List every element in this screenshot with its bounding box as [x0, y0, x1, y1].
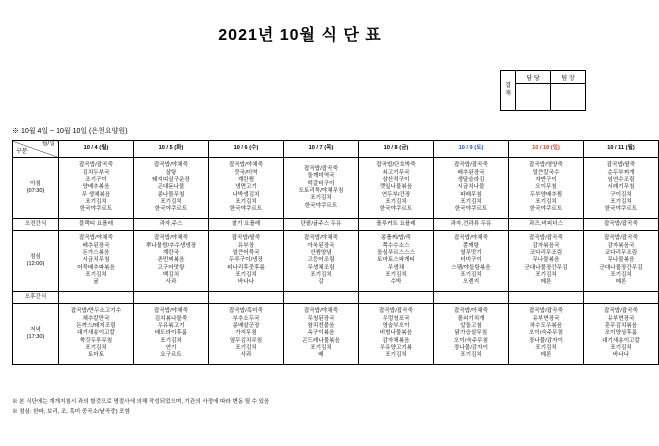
- cell-dinner-5: [434, 304, 509, 365]
- day-header-6: 10 / 10 (일): [509, 141, 584, 158]
- menu-item: 계란국: [162, 249, 180, 256]
- menu-item: 깻잎나물볶음: [379, 184, 413, 191]
- footnote-2: ※ 점심: 한파, 보리, 조, 흑미 중곡소/낱곡중) 포함: [12, 408, 130, 415]
- menu-item: 잡곡밥/야채죽: [79, 235, 113, 242]
- menu-item: 유부면장국: [607, 315, 635, 322]
- menu-item: 한국야쿠르트: [604, 206, 638, 213]
- menu-item: 잡곡밥/팥죽: [606, 162, 636, 169]
- menu-item: 돈가스볶음: [82, 249, 110, 256]
- menu-item: 무 생채볶음: [81, 191, 111, 198]
- menu-item: 포기김치: [235, 345, 257, 352]
- cell-lunch-2: [209, 231, 284, 292]
- menu-item: 쫑깨탕: [462, 242, 480, 249]
- menu-item: 감자볶음국: [532, 242, 560, 249]
- cell-lunch-1: [134, 231, 209, 292]
- cell-dinner-3: [284, 304, 359, 365]
- menu-item: 얼큰어묵국: [232, 249, 260, 256]
- approval-box: [500, 70, 586, 111]
- day-header-4: 10 / 8 (금): [359, 141, 434, 158]
- menu-item: 돌심푸르스스스: [377, 249, 415, 256]
- menu-item: 혼무김치볶음: [604, 322, 638, 329]
- menu-item: 쇠고기무국: [382, 169, 410, 176]
- cell-breakfast-1: [134, 158, 209, 219]
- menu-item: 포기김치: [160, 199, 182, 206]
- cell-afternoon-snack-3: [284, 292, 359, 304]
- menu-item: 잡곡밥/만두소고기수: [70, 308, 122, 315]
- menu-item: 한국야쿠르트: [229, 206, 263, 213]
- menu-item: 잡곡밥/잡곡죽: [304, 165, 338, 172]
- cell-breakfast-0: [59, 158, 134, 219]
- cell-afternoon-snack-7: [584, 292, 659, 304]
- menu-item: 고등어조림: [307, 257, 335, 264]
- cell-afternoon-snack-0: [59, 292, 134, 304]
- menu-item: 메론: [540, 352, 552, 359]
- menu-item: 돌깨미역국: [307, 173, 335, 180]
- menu-item: 잡곡밥/잡곡죽: [79, 162, 113, 169]
- menu-item: 무청된장국: [307, 315, 335, 322]
- menu-item: 생달슬라김: [457, 176, 485, 183]
- menu-item: 잡곡밥/잡곡죽: [604, 235, 638, 242]
- menu-item: 한국야쿠르트: [304, 202, 338, 209]
- menu-item: 바나나: [237, 279, 255, 286]
- cell-breakfast-4: [359, 158, 434, 219]
- cell-morning-snack-5: 과자,견과류 두유: [434, 219, 509, 231]
- menu-item: 두루구이/냉장: [229, 257, 263, 264]
- header-corner: [13, 141, 59, 158]
- approval-col-manager: 담 당: [516, 71, 551, 84]
- menu-item: 포기김치: [235, 199, 257, 206]
- menu-item: 알돌고침: [460, 322, 482, 329]
- menu-item: 포기김치: [310, 195, 332, 202]
- menu-item: 군대나물장간무김: [524, 264, 568, 271]
- menu-item: 배추된장국: [457, 169, 485, 176]
- menu-item: 포기김치: [535, 345, 557, 352]
- menu-item: 우유양고기볶: [379, 345, 413, 352]
- menu-item: 몰쇠기치개: [457, 315, 485, 322]
- lunch-label: 점심: [30, 253, 41, 260]
- menu-item: 감자채볶음: [382, 337, 410, 344]
- cell-lunch-4: [359, 231, 434, 292]
- menu-item: 무생채: [387, 264, 405, 271]
- menu-item: 코다리무조림: [529, 249, 563, 256]
- menu-item: 양배추볶음: [82, 184, 110, 191]
- menu-item: 나박생김치: [232, 191, 260, 198]
- menu-item: 잡곡밥/잡곡죽: [529, 235, 563, 242]
- menu-item: 쑥갓두루무침: [79, 337, 113, 344]
- menu-item: 귤: [93, 279, 99, 286]
- menu-item: 무나물볶음: [607, 257, 635, 264]
- menu-item: 대기새송이고칼: [602, 337, 640, 344]
- menu-item: 잡곡밥/흑미죽: [229, 308, 263, 315]
- menu-item: 잡곡밥/팥죽: [231, 235, 261, 242]
- menu-item: 구이김치: [610, 191, 632, 198]
- menu-item: 감자볶음국: [607, 242, 635, 249]
- approval-sign-teamlead[interactable]: [551, 84, 586, 111]
- menu-item: 얼큰칼국수: [532, 169, 560, 176]
- menu-item: 사과: [165, 279, 177, 286]
- approval-label: 결 재: [501, 71, 516, 111]
- cell-lunch-6: [509, 231, 584, 292]
- menu-item: 도토리묵/야채무침: [298, 188, 344, 194]
- menu-item: 배도라이후룸: [154, 330, 188, 337]
- menu-item: 채추칼만국: [82, 315, 110, 322]
- menu-item: 어묵배추파볶음: [77, 264, 115, 271]
- cell-afternoon-snack-5: [434, 292, 509, 304]
- menu-item: 아욱된장국: [307, 242, 335, 249]
- footnote-1: ※ 본 식단에는 개개지침시 과의 할것으로 명절사에 의해 작성되었으며, 기관의 사정에 따라 변동 될 수 있음: [12, 399, 270, 405]
- table-header-row: [13, 141, 659, 158]
- menu-item: 닭가슴살무침: [454, 330, 488, 337]
- menu-item: 파래무침: [460, 191, 482, 198]
- cell-lunch-5: [434, 231, 509, 292]
- menu-item: 포기김치: [85, 345, 107, 352]
- menu-item: 오이/숙주무침: [529, 330, 563, 337]
- menu-item: 냉면고기: [235, 184, 257, 191]
- menu-item: 유부면장국: [532, 315, 560, 322]
- menu-item: 뭇국/미역: [234, 169, 258, 176]
- menu-item: 고구마맛탕: [157, 264, 185, 271]
- cell-morning-snack-2: 찰기 요플레: [209, 219, 284, 231]
- breakfast-label: 아침: [30, 180, 41, 187]
- breakfast-time: (07:30): [26, 188, 45, 194]
- menu-item: 시금치나물: [457, 184, 485, 191]
- dinner-label: 저녁: [30, 326, 41, 333]
- menu-item: 장나물/감자이: [529, 337, 563, 344]
- cell-dinner-0: [59, 304, 134, 365]
- menu-item: 메론: [615, 279, 627, 286]
- menu-item: 우렁청포국: [382, 315, 410, 322]
- menu-item: 포기김치: [235, 272, 257, 279]
- menu-item: 산찜양념: [310, 249, 332, 256]
- row-label-afternoon-snack: 오후간식: [13, 292, 59, 304]
- day-header-1: 10 / 5 (화): [134, 141, 209, 158]
- cell-morning-snack-7: 잡곡밥/잡곡죽: [584, 219, 659, 231]
- menu-item: 잡곡밥/단호박죽: [376, 162, 416, 169]
- menu-item: 더미구이: [460, 257, 482, 264]
- footnotes: [12, 398, 269, 417]
- menu-item: 연기: [165, 345, 177, 352]
- menu-item: 포기김치: [610, 345, 632, 352]
- menu-item: 포기김치: [85, 272, 107, 279]
- cell-breakfast-3: [284, 158, 359, 219]
- day-header-2: 10 / 6 (수): [209, 141, 284, 158]
- menu-item: 군대나물장간무김: [599, 264, 643, 271]
- menu-item: 한국야쿠르트: [79, 206, 113, 213]
- cell-morning-snack-1: 과자,주스: [134, 219, 209, 231]
- menu-item: 메론: [540, 279, 552, 286]
- menu-item: 포기김치: [385, 199, 407, 206]
- menu-item: 김치볶나물죽: [154, 315, 188, 322]
- menu-item: 옥구이볶음: [307, 330, 335, 337]
- menu-item: 비빔나물볶음: [379, 330, 413, 337]
- menu-item: 코다리무조림: [604, 249, 638, 256]
- cell-breakfast-5: [434, 158, 509, 219]
- cell-lunch-0: [59, 231, 134, 292]
- menu-item: 돼지띠살구운장: [152, 176, 190, 183]
- menu-item: 피나리후춧후름: [227, 264, 265, 271]
- menu-item: 잡곡밥/야채죽: [454, 235, 488, 242]
- row-morning-snack: [13, 219, 659, 231]
- menu-item: 계란찜: [237, 176, 255, 183]
- cell-breakfast-6: [509, 158, 584, 219]
- cell-breakfast-2: [209, 158, 284, 219]
- cell-afternoon-snack-4: [359, 292, 434, 304]
- cell-morning-snack-4: 플루커트 요플레: [359, 219, 434, 231]
- day-header-5: 10 / 9 (토): [434, 141, 509, 158]
- menu-item: 바나나: [612, 352, 630, 359]
- menu-item: 잡곡밥/야채죽: [154, 162, 188, 169]
- menu-table-wrap: [12, 140, 643, 365]
- menu-item: 잡곡밥/영양죽: [529, 162, 563, 169]
- menu-item: 자반구이: [535, 176, 557, 183]
- menu-item: 두부양배추찜: [529, 191, 563, 198]
- menu-item: 오이무침: [535, 184, 557, 191]
- menu-item: 포기김치: [385, 352, 407, 359]
- row-afternoon-snack: [13, 292, 659, 304]
- corner-bottom-left-label: 구분: [16, 149, 28, 156]
- day-header-3: 10 / 7 (목): [284, 141, 359, 158]
- row-label-breakfast: [13, 158, 59, 219]
- menu-item: 콩촐찌/밥/죽: [380, 235, 412, 242]
- menu-item: 한국야쿠르트: [529, 206, 563, 213]
- menu-item: 한국야쿠르트: [454, 206, 488, 213]
- day-header-7: 10 / 11 (월): [584, 141, 659, 158]
- menu-item: 토마토: [87, 352, 105, 359]
- menu-item: 오이양상후룸: [604, 330, 638, 337]
- facility-note: ※ 10월 4일 ~ 10월 10일 (은천요양원): [12, 128, 128, 135]
- cell-dinner-4: [359, 304, 434, 365]
- menu-item: 포기김치: [310, 272, 332, 279]
- menu-item: 포기김치: [310, 345, 332, 352]
- menu-item: 토마토스파게티: [377, 257, 415, 264]
- menu-item: 돈까스/돼지조림: [76, 322, 116, 329]
- cell-afternoon-snack-2: [209, 292, 284, 304]
- menu-item: 영슬부오이: [382, 322, 410, 329]
- corner-top-right-label: 월/일: [41, 141, 55, 147]
- menu-item: 살탕: [165, 169, 177, 176]
- lunch-time: (12:00): [26, 261, 45, 267]
- menu-item: 잡곡밥/잡곡죽: [604, 308, 638, 315]
- menu-item: 시금치무침: [82, 257, 110, 264]
- menu-item: 콩나물무침: [157, 191, 185, 198]
- menu-item: 잡곡밥/잡곡죽: [529, 308, 563, 315]
- row-label-lunch: [13, 231, 59, 292]
- menu-item: 무생채조림: [307, 264, 335, 271]
- row-lunch: [13, 231, 659, 292]
- menu-item: 포기김치: [460, 272, 482, 279]
- menu-item: 배: [318, 352, 324, 359]
- menu-item: 잡곡밥/잡곡죽: [454, 162, 488, 169]
- menu-item: 백김치: [162, 272, 180, 279]
- menu-item: 곤드레나물볶음: [302, 337, 340, 344]
- menu-item: 콩배살군장: [232, 322, 260, 329]
- cell-afternoon-snack-6: [509, 292, 584, 304]
- menu-item: 요구르트: [160, 352, 182, 359]
- menu-item: 참치전붙음: [307, 322, 335, 329]
- dinner-time: (17:30): [26, 334, 45, 340]
- cell-dinner-7: [584, 304, 659, 365]
- menu-item: 오렌지: [462, 279, 480, 286]
- menu-item: 포기김치: [610, 199, 632, 206]
- menu-item: 유부장: [237, 242, 255, 249]
- menu-item: 포기김치: [385, 272, 407, 279]
- menu-item: 스팸/야들탕볶음: [451, 264, 491, 271]
- cell-morning-snack-0: 블랙티 요플레: [59, 219, 134, 231]
- menu-item: 포기김치: [535, 272, 557, 279]
- cell-breakfast-7: [584, 158, 659, 219]
- cell-dinner-1: [134, 304, 209, 365]
- menu-item: 무나물볶음: [532, 257, 560, 264]
- cell-afternoon-snack-1: [134, 292, 209, 304]
- menu-item: 한국야쿠르트: [379, 206, 413, 213]
- menu-item: 포기김치: [460, 199, 482, 206]
- menu-item: 시래기무침: [607, 184, 635, 191]
- menu-item: 순두부찌개: [607, 169, 635, 176]
- menu-document: [0, 22, 643, 446]
- cell-dinner-6: [509, 304, 584, 365]
- menu-item: 떡갈비구이: [307, 180, 335, 187]
- page-title: 2021년 10월 식 단 표: [218, 27, 382, 44]
- menu-item: 수박: [390, 279, 402, 286]
- menu-item: 조기구이: [85, 176, 107, 183]
- menu-item: 가지무침: [235, 330, 257, 337]
- menu-item: 오이/숙주무침: [454, 337, 488, 344]
- menu-item: 한국야쿠르트: [154, 206, 188, 213]
- menu-item: 포기김치: [535, 199, 557, 206]
- menu-item: 장나물/감자이: [454, 345, 488, 352]
- menu-item: 감: [318, 279, 324, 286]
- menu-item: 뿌나물쌈/추수생냉장: [145, 242, 197, 249]
- menu-item: 잡곡밥/아채죽: [454, 308, 488, 315]
- menu-item: 포기김치: [160, 337, 182, 344]
- menu-item: 잡곡밥/야채죽: [304, 235, 338, 242]
- approval-sign-manager[interactable]: [516, 84, 551, 111]
- menu-item: 잡곡밥/야채죽: [154, 235, 188, 242]
- approval-col-teamlead: 팀 장: [551, 71, 586, 84]
- cell-lunch-7: [584, 231, 659, 292]
- menu-item: 차수도우볶음: [529, 322, 563, 329]
- menu-item: 존민찌볶음: [157, 257, 185, 264]
- menu-item: 포기김치: [460, 352, 482, 359]
- menu-item: 쪽수수소스: [382, 242, 410, 249]
- approval-table: [500, 70, 586, 111]
- menu-item: 연두부/간장: [381, 191, 411, 198]
- day-header-0: 10 / 4 (월): [59, 141, 134, 158]
- menu-item: 배추된장국: [82, 242, 110, 249]
- row-label-morning-snack: 오전간식: [13, 219, 59, 231]
- menu-item: 부추소두국: [232, 315, 260, 322]
- menu-table: [12, 140, 659, 365]
- row-label-dinner: [13, 304, 59, 365]
- menu-item: 잡곡밥/야채죽: [229, 162, 263, 169]
- menu-item: 사과: [240, 352, 252, 359]
- cell-morning-snack-3: 단팥/귤주스 두유: [284, 219, 359, 231]
- menu-item: 포기김치: [85, 199, 107, 206]
- row-breakfast: [13, 158, 659, 219]
- menu-item: 포기김치: [610, 272, 632, 279]
- menu-item: 곤대돋나물: [157, 184, 185, 191]
- menu-item: 잡곡밥/야채죽: [154, 308, 188, 315]
- menu-item: 열무김치무침: [229, 337, 263, 344]
- menu-item: 열무맛기: [460, 249, 482, 256]
- menu-item: 삼산적구이: [382, 176, 410, 183]
- cell-lunch-3: [284, 231, 359, 292]
- cell-morning-snack-6: 과즈,비피더스: [509, 219, 584, 231]
- menu-item: 우유볶고기: [157, 322, 185, 329]
- menu-item: 잡곡밥/야채죽: [304, 308, 338, 315]
- menu-item: 김치두부국: [82, 169, 110, 176]
- cell-dinner-2: [209, 304, 284, 365]
- menu-item: 대기새송이고칼: [77, 330, 115, 337]
- row-dinner: [13, 304, 659, 365]
- menu-item: 잡곡밥/잡곡죽: [379, 308, 413, 315]
- menu-item: 임연수조림: [607, 176, 635, 183]
